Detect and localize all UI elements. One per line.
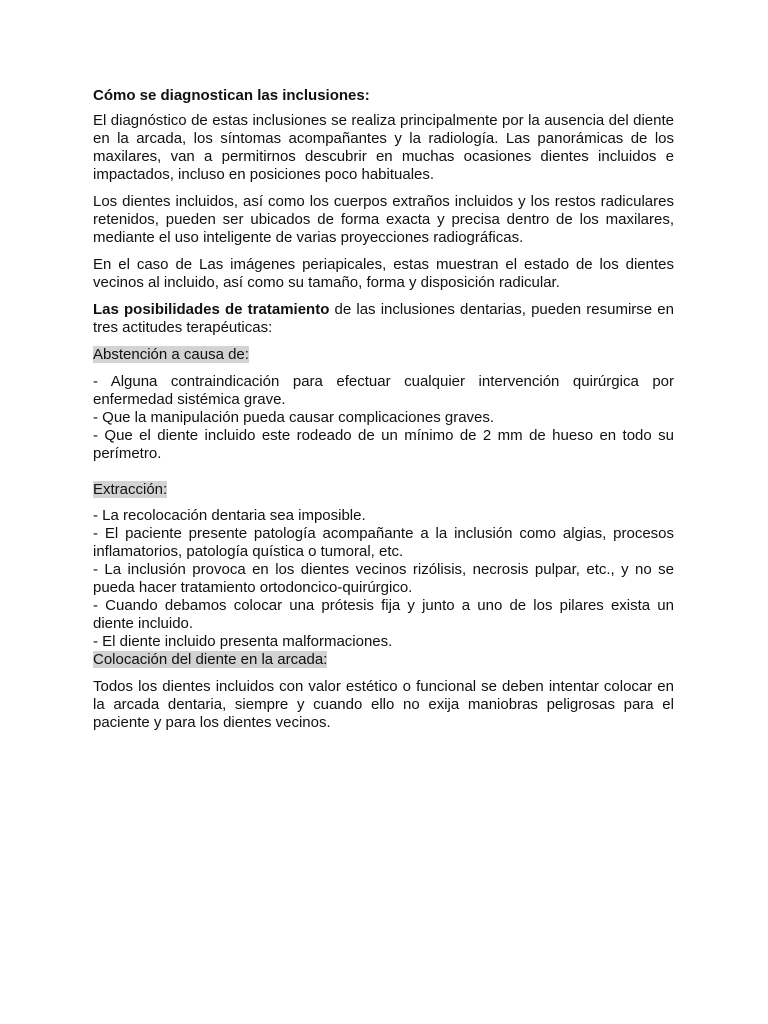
treatment-intro-rest: de las inclusiones dentarias, pueden resumirse en tres actitudes terapéuticas: <box>93 301 674 336</box>
blank-line <box>93 472 674 481</box>
list-extraction <box>93 507 674 651</box>
section-label-placement <box>93 651 674 669</box>
paragraph-diagnosis: El diagnóstico de estas inclusiones se realiza principalmente por la ausencia del diente en la arcada, los síntomas acompañantes y la radiología. Las panorámicas de los maxilares, van a permitirnos descubrir en muchas ocasiones dientes incluidos e impactados, incluso en posiciones poco habituales. <box>93 112 674 183</box>
paragraph-placement: Todos los dientes incluidos con valor estético o funcional se deben intentar colocar en la arcada dentaria, siempre y cuando ello no exija maniobras peligrosas para el paciente y para los dientes vecinos. <box>93 678 674 731</box>
paragraph-treatment-intro <box>93 301 674 337</box>
list-item: - El diente incluido presenta malformaciones. <box>93 633 393 650</box>
list-abstention <box>93 373 674 463</box>
section-label-extraction <box>93 481 674 499</box>
section-heading: Cómo se diagnostican las inclusiones: <box>93 87 370 104</box>
treatment-intro-bold: Las posibilidades de tratamiento <box>93 301 330 318</box>
highlighted-label: Abstención a causa de: <box>93 346 249 363</box>
list-item: - Que la manipulación pueda causar complicaciones graves. <box>93 409 495 426</box>
section-label-abstention <box>93 346 674 364</box>
list-item: - Cuando debamos colocar una prótesis fija y junto a uno de los pilares exista un diente incluido. <box>93 597 674 632</box>
list-item: - La recolocación dentaria sea imposible. <box>93 507 366 524</box>
document-page <box>93 84 674 741</box>
paragraph-included-teeth: Los dientes incluidos, así como los cuerpos extraños incluidos y los restos radiculares retenidos, pueden ser ubicados de forma exacta y precisa dentro de los maxilares, mediante el uso inteligente de varias proyecciones radiográficas. <box>93 193 674 246</box>
list-item: - Alguna contraindicación para efectuar cualquier intervención quirúrgica por enfermedad sistémica grave. <box>93 373 674 408</box>
list-item: - Que el diente incluido este rodeado de un mínimo de 2 mm de hueso en todo su perímetro. <box>93 427 674 462</box>
highlighted-label: Extracción: <box>93 481 168 498</box>
list-item: - El paciente presente patología acompañante a la inclusión como algias, procesos inflamatorios, patología quística o tumoral, etc. <box>93 525 674 560</box>
highlighted-label: Colocación del diente en la arcada: <box>93 651 328 668</box>
paragraph-periapical: En el caso de Las imágenes periapicales, estas muestran el estado de los dientes vecinos al incluido, así como su tamaño, forma y disposición radicular. <box>93 256 674 291</box>
list-item: - La inclusión provoca en los dientes vecinos rizólisis, necrosis pulpar, etc., y no se pueda hacer tratamiento ortodoncico-quirúrgico. <box>93 561 674 596</box>
